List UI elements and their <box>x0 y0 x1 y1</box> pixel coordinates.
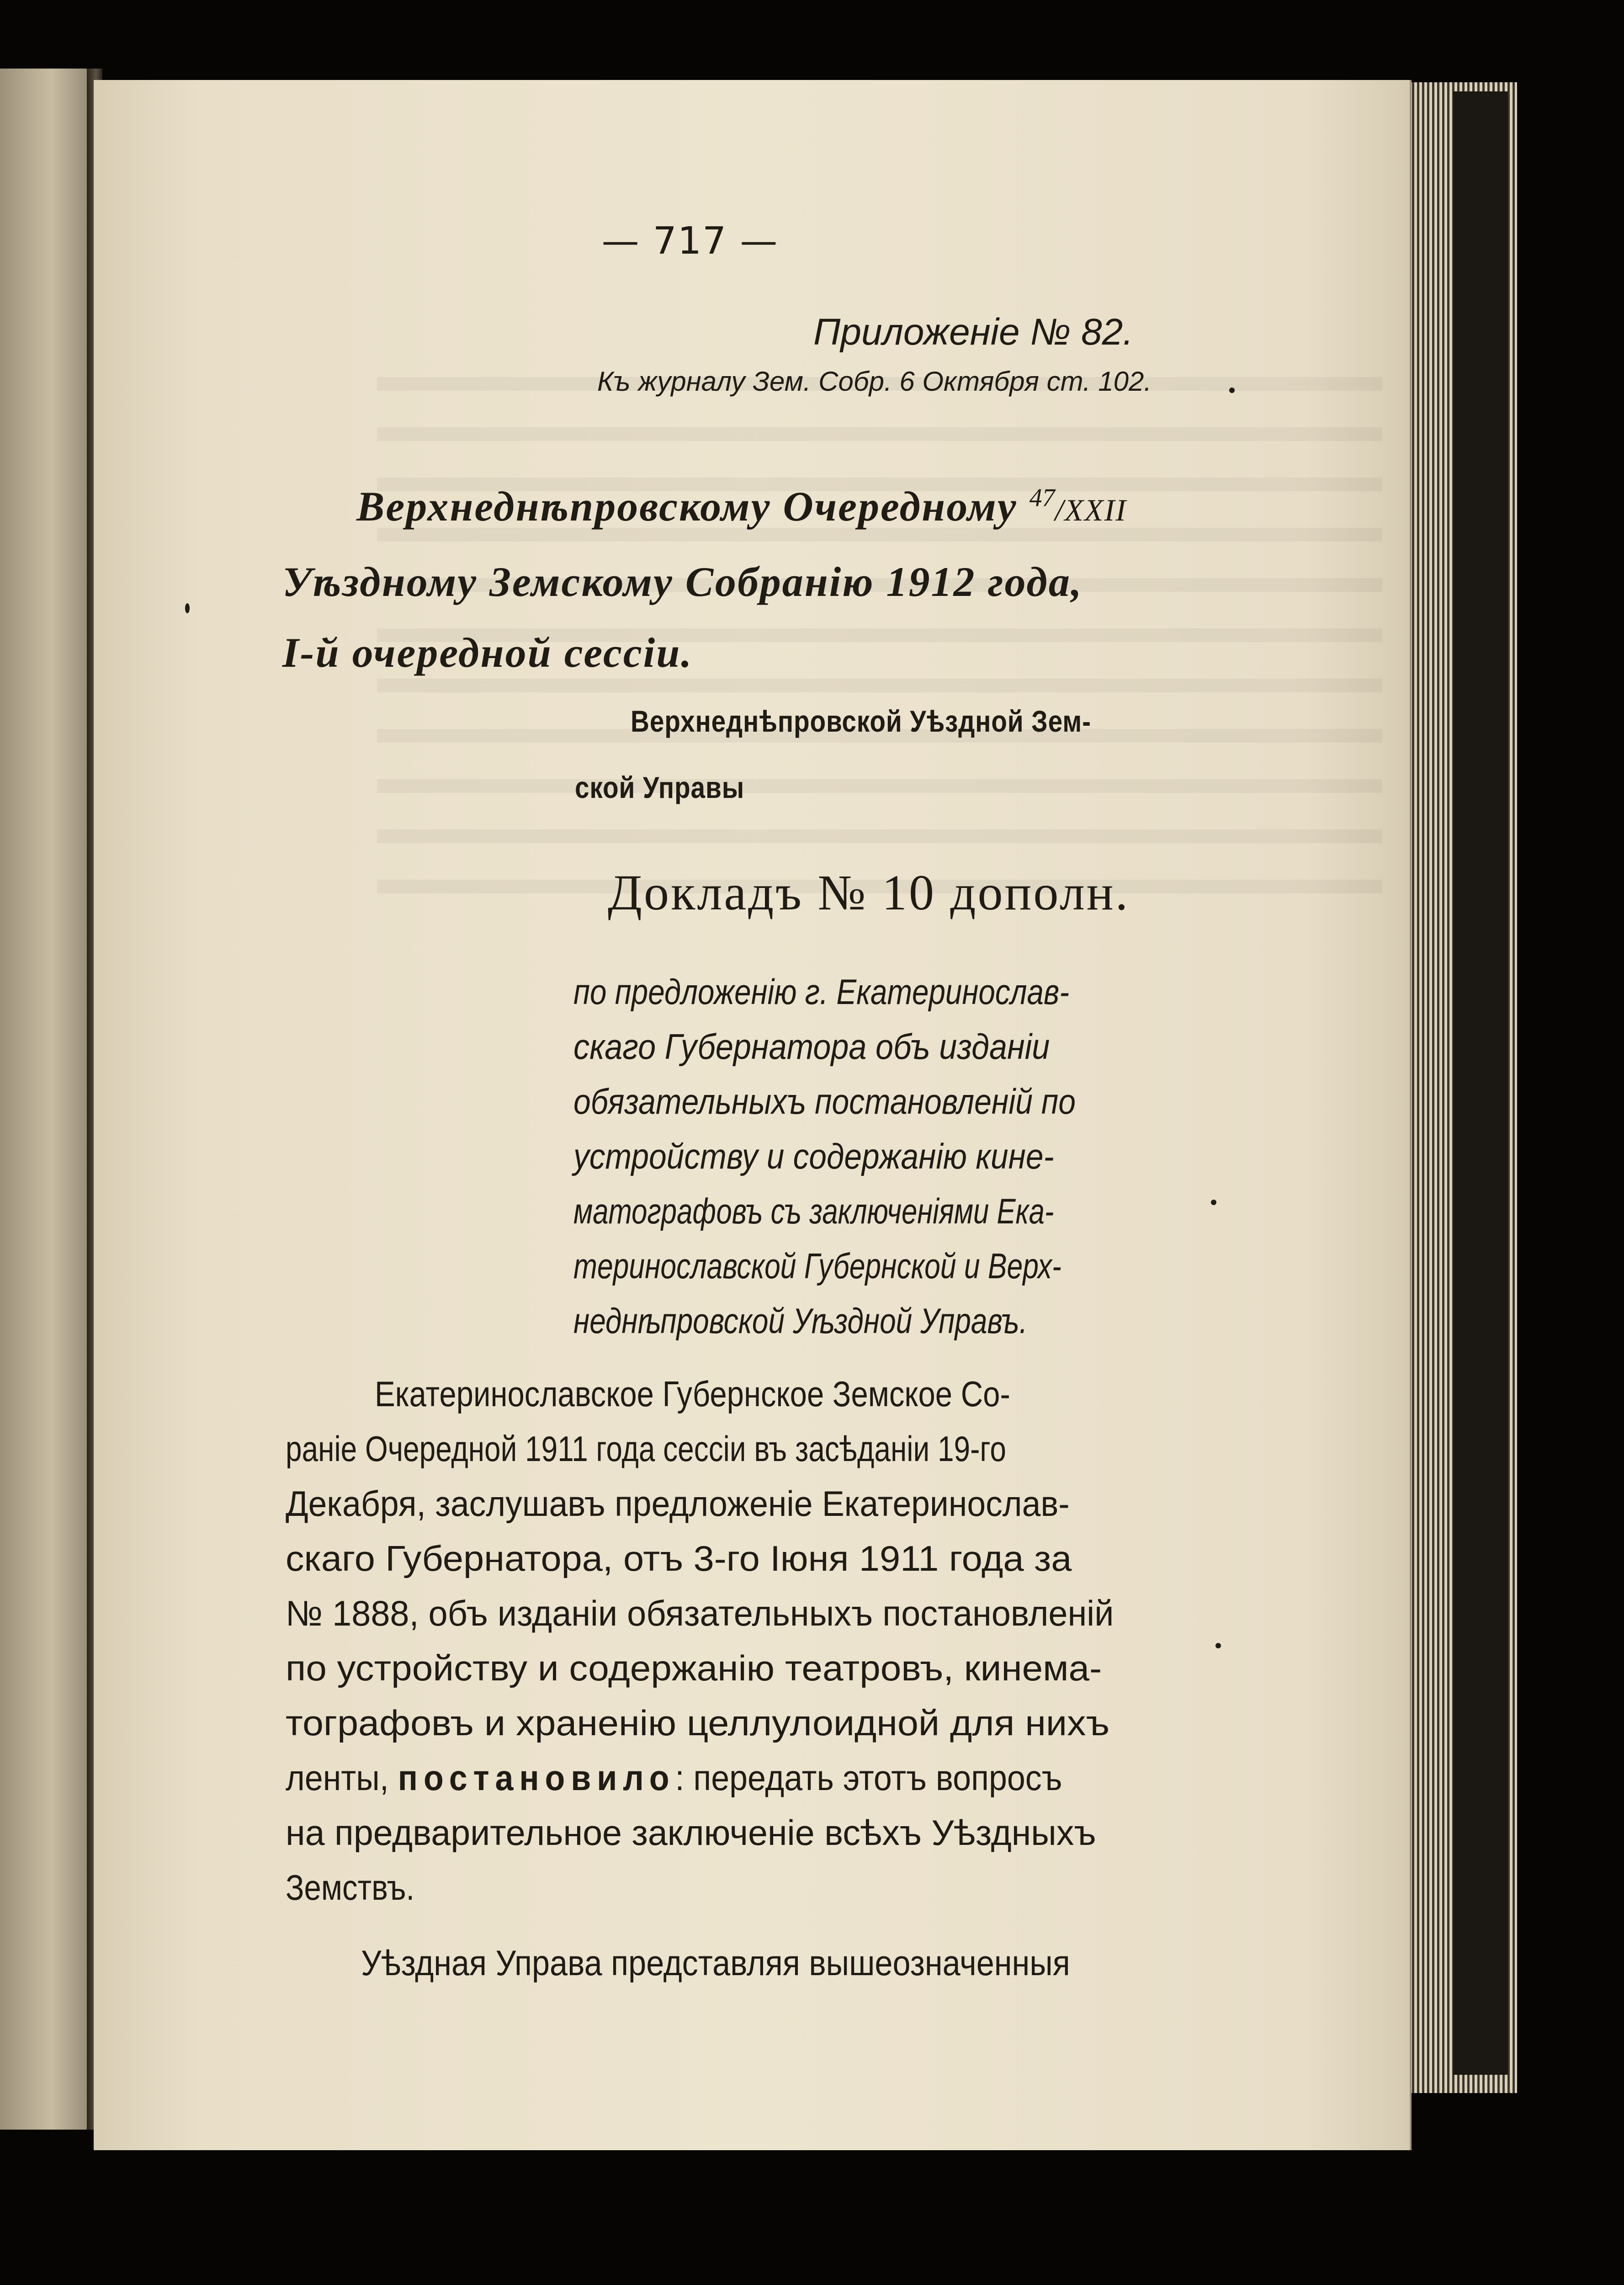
council-heading-line-2: ской Управы <box>575 771 745 804</box>
appendix-label: Приложенiе № 82. <box>813 311 1133 353</box>
handwritten-number: 47 <box>1029 484 1055 512</box>
body-line: Уѣздная Управа представляя вышеозначенныя <box>361 1943 1070 1983</box>
body-line: Земствъ. <box>286 1867 415 1908</box>
subject-line: матографовъ съ заключенiями Ека- <box>573 1191 1054 1231</box>
body-text: : передать этотъ вопросъ <box>675 1758 1062 1798</box>
body-line: ранiе Очередной 1911 года сессiи въ засѣданiи 19-го <box>286 1429 1006 1469</box>
council-heading-line-1: Верхнеднѣпровской Уѣздной Зем- <box>631 704 1091 738</box>
journal-reference: Къ журналу Зем. Собр. 6 Октября ст. 102. <box>597 366 1152 397</box>
subject-line: теринославской Губернской и Верх- <box>573 1246 1061 1286</box>
subject-line: неднѣпровской Уѣздной Управъ. <box>573 1301 1028 1341</box>
subject-line: обязательныхъ постановленiй по <box>573 1081 1076 1121</box>
body-line: по устройству и содержанiю театровъ, кинема- <box>286 1648 1102 1688</box>
session-roman-numeral: /XXII <box>1055 493 1127 527</box>
body-line: № 1888, объ изданiи обязательныхъ постановленiй <box>286 1593 1114 1633</box>
body-line: тографовъ и храненiю целлулоидной для нихъ <box>286 1703 1110 1743</box>
ink-speck <box>185 603 190 613</box>
page-number: — 717 — <box>601 219 779 263</box>
body-text: ленты, <box>286 1758 389 1798</box>
emphasized-word: постановило <box>398 1758 675 1798</box>
left-page-edge <box>0 69 94 2130</box>
ink-speck <box>1215 1643 1221 1648</box>
body-line: Екатеринославское Губернское Земское Со- <box>375 1374 1010 1414</box>
body-line-emphasis <box>286 1757 1062 1799</box>
page-stack-shadow <box>1453 91 1508 2075</box>
body-line: скаго Губернатора, отъ 3-го Iюня 1911 года за <box>286 1538 1072 1578</box>
ink-speck <box>1229 388 1235 393</box>
address-line-1 <box>356 482 1270 531</box>
subject-line: устройству и содержанiю кине- <box>573 1136 1054 1176</box>
report-title: Докладъ № 10 дополн. <box>608 865 1130 920</box>
address-line-2: Уѣздному Земскому Собранiю 1912 года, <box>282 558 1083 605</box>
body-line: на предварительное заключенiе всѣхъ Уѣздныхъ <box>286 1812 1096 1853</box>
subject-line: скаго Губернатора объ изданiи <box>573 1026 1050 1067</box>
ink-speck <box>1211 1200 1216 1205</box>
address-line-3: I-й очередной сессiи. <box>282 629 693 676</box>
subject-line: по предложенiю г. Екатеринослав- <box>573 972 1070 1012</box>
body-line: Декабря, заслушавъ предложенiе Екатеринослав- <box>286 1483 1070 1524</box>
address-line-1-text: Верхнеднѣпровскому Очередному <box>356 483 1018 530</box>
